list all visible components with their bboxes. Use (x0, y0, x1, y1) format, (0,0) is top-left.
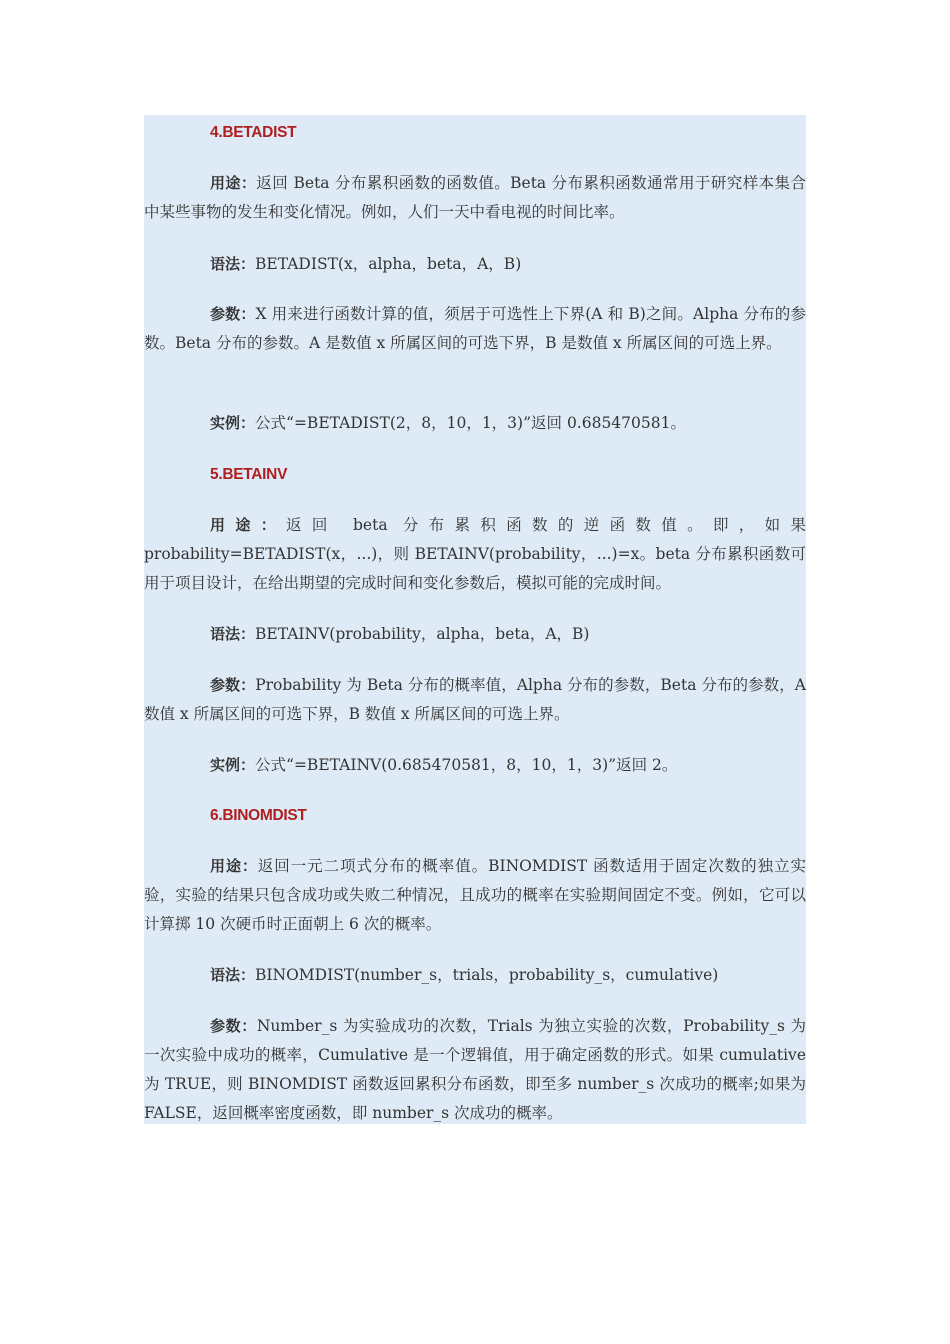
section-heading-binomdist: 6.BINOMDIST (210, 807, 307, 824)
params-paragraph-binomdist (144, 1012, 806, 1128)
params-text: Probability 为 Beta 分布的概率值，Alpha 分布的参数，Beta 分布的参数，A 数值 x 所属区间的可选下界，B 数值 x 所属区间的可选上界。 (144, 676, 806, 723)
example-label: 实例： (210, 414, 256, 432)
usage-text: 返回 beta 分布累积函数的逆函数值。即，如果 probability=BETADIST(x，...)，则 BETAINV(probability，...)=x。beta 分布累积函数可用于项目设计，在给出期望的完成时间和变化参数后，模拟可能的完成时间。 (144, 516, 806, 592)
syntax-text: BETAINV(probability，alpha，beta，A，B) (255, 625, 590, 643)
syntax-label: 语法： (210, 966, 256, 984)
params-paragraph-betainv (144, 671, 806, 729)
syntax-paragraph-betadist (144, 250, 806, 279)
params-label: 参数： (210, 676, 256, 694)
usage-paragraph-betainv (144, 511, 806, 598)
syntax-label: 语法： (210, 625, 256, 643)
syntax-text: BINOMDIST(number_s，trials，probability_s，cumulative) (255, 966, 719, 984)
usage-paragraph-betadist (144, 169, 806, 227)
usage-label: 用途： (210, 516, 287, 534)
syntax-paragraph-betainv (144, 620, 806, 649)
example-paragraph-betainv (144, 751, 806, 780)
syntax-text: BETADIST(x，alpha，beta，A，B) (255, 255, 522, 273)
section-heading-betainv: 5.BETAINV (210, 466, 288, 483)
usage-paragraph-binomdist (144, 852, 806, 939)
params-label: 参数： (210, 1017, 257, 1035)
params-paragraph-betadist (144, 300, 806, 358)
example-label: 实例： (210, 756, 256, 774)
syntax-paragraph-binomdist (144, 961, 806, 990)
usage-text: 返回一元二项式分布的概率值。BINOMDIST 函数适用于固定次数的独立实验，实验的结果只包含成功或失败二种情况，且成功的概率在实验期间固定不变。例如，它可以计算掷 10 次硬币时正面朝上 6 次的概率。 (144, 857, 806, 933)
usage-label: 用途： (210, 174, 257, 192)
params-label: 参数： (210, 305, 256, 323)
params-text: Number_s 为实验成功的次数，Trials 为独立实验的次数，Probability_s 为一次实验中成功的概率，Cumulative 是一个逻辑值，用于确定函数的形式。如果 cumulative 为 TRUE，则 BINOMDIST 函数返回累积分布函数，即至多 number_s 次成功的概率;如果为 FALSE，返回概率密度函数，即 number_s 次成功的概率。 (144, 1017, 806, 1122)
example-text: 公式“=BETADIST(2，8，10，1，3)”返回 0.685470581。 (255, 414, 686, 432)
params-text: X 用来进行函数计算的值，须居于可选性上下界(A 和 B)之间。Alpha 分布的参数。Beta 分布的参数。A 是数值 x 所属区间的可选下界，B 是数值 x 所属区间的可选上界。 (144, 305, 806, 352)
syntax-label: 语法： (210, 255, 256, 273)
section-heading-betadist: 4.BETADIST (210, 124, 297, 141)
example-paragraph-betadist (144, 409, 806, 438)
example-text: 公式“=BETAINV(0.685470581，8，10，1，3)”返回 2。 (255, 756, 678, 774)
usage-text: 返回 Beta 分布累积函数的函数值。Beta 分布累积函数通常用于研究样本集合中某些事物的发生和变化情况。例如，人们一天中看电视的时间比率。 (144, 174, 806, 221)
usage-label: 用途： (210, 857, 258, 875)
